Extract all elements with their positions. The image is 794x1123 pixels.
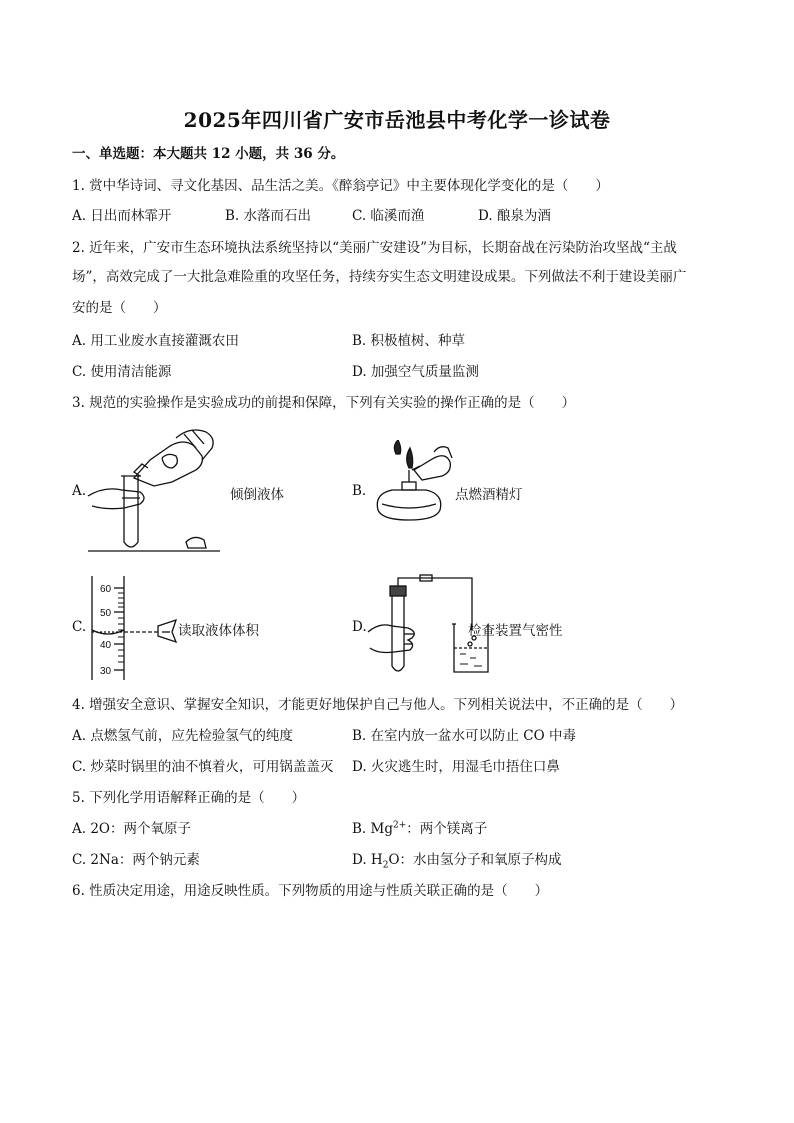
q1-option-c: C. 临溪而渔 — [352, 208, 425, 224]
q5-option-b-text: ：两个镁离子 — [406, 821, 488, 837]
q2-option-b: B. 积极植树、种草 — [352, 333, 466, 349]
q3-option-d-label: 检查装置气密性 — [468, 623, 563, 639]
q5-option-b-prefix: B. Mg — [352, 821, 393, 837]
q5-option-d-prefix: D. H — [352, 852, 383, 868]
question-2-stem-line-1: 2. 近年来，广安市生态环境执法系统坚持以“美丽广安建设”为目标，长期奋战在污染防治攻坚战“主战 — [72, 240, 677, 256]
q4-option-a: A. 点燃氢气前，应先检验氢气的纯度 — [72, 728, 293, 744]
question-6-stem: 6. 性质决定用途，用途反映性质。下列物质的用途与性质关联正确的是（ ） — [72, 883, 549, 899]
graduated-cylinder-figure — [84, 574, 184, 682]
q1-option-b: B. 水落而石出 — [225, 208, 312, 224]
cylinder-tick-40: 40 — [100, 640, 112, 651]
q2-option-c: C. 使用清洁能源 — [72, 364, 172, 380]
question-4-stem: 4. 增强安全意识、掌握安全知识，才能更好地保护自己与他人。下列相关说法中，不正确的是（ ） — [72, 697, 684, 713]
q3-option-c-letter: C. — [72, 619, 87, 635]
q1-option-a: A. 日出而林霏开 — [72, 208, 172, 224]
section-heading: 一、单选题：本大题共 12 小题，共 36 分。 — [72, 146, 345, 162]
question-3-stem: 3. 规范的实验操作是实验成功的前提和保障，下列有关实验的操作正确的是（ ） — [72, 395, 576, 411]
q1-option-d: D. 酿泉为酒 — [478, 208, 551, 224]
q5-option-d-text: O：水由氢分子和氧原子构成 — [388, 852, 562, 868]
question-1-stem: 1. 赏中华诗词、寻文化基因、品生活之美。《醉翁亭记》中主要体现化学变化的是（ ） — [72, 178, 609, 194]
question-2-stem-line-2: 场”，高效完成了一大批急难险重的攻坚任务，持续夯实生态文明建设成果。下列做法不利于建设美丽广 — [72, 269, 687, 285]
cylinder-tick-60: 60 — [100, 584, 112, 595]
q3-option-c-label: 读取液体体积 — [178, 623, 259, 639]
q2-option-d: D. 加强空气质量监测 — [352, 364, 479, 380]
q3-option-d-letter: D. — [352, 619, 367, 635]
q5-option-b — [352, 820, 487, 838]
q5-option-a: A. 2O：两个氧原子 — [72, 821, 191, 837]
lighting-alcohol-lamp-figure — [364, 440, 454, 530]
pouring-liquid-figure — [84, 424, 224, 556]
question-5-stem: 5. 下列化学用语解释正确的是（ ） — [72, 790, 306, 806]
q3-option-b-label: 点燃酒精灯 — [455, 487, 523, 503]
cylinder-tick-50: 50 — [100, 608, 112, 619]
q3-option-a-label: 倾倒液体 — [230, 487, 284, 503]
q3-option-a-letter: A. — [72, 483, 87, 499]
q4-option-d: D. 火灾逃生时，用湿毛巾捂住口鼻 — [352, 759, 560, 775]
q4-option-b: B. 在室内放一盆水可以防止 CO 中毒 — [352, 728, 576, 744]
q5-option-d-subscript: 2 — [382, 860, 389, 871]
q5-option-d — [352, 851, 562, 869]
q2-option-a: A. 用工业废水直接灌溉农田 — [72, 333, 239, 349]
q5-option-b-charge: 2+ — [392, 820, 407, 831]
cylinder-tick-30: 30 — [100, 666, 112, 677]
question-2-stem-line-3: 安的是（ ） — [72, 300, 167, 316]
q5-option-c: C. 2Na：两个钠元素 — [72, 852, 200, 868]
q3-option-b-letter: B. — [352, 483, 367, 499]
q4-option-c: C. 炒菜时锅里的油不慎着火，可用锅盖盖灭 — [72, 759, 334, 775]
page-title: 2025年四川省广安市岳池县中考化学一诊试卷 — [183, 108, 611, 132]
